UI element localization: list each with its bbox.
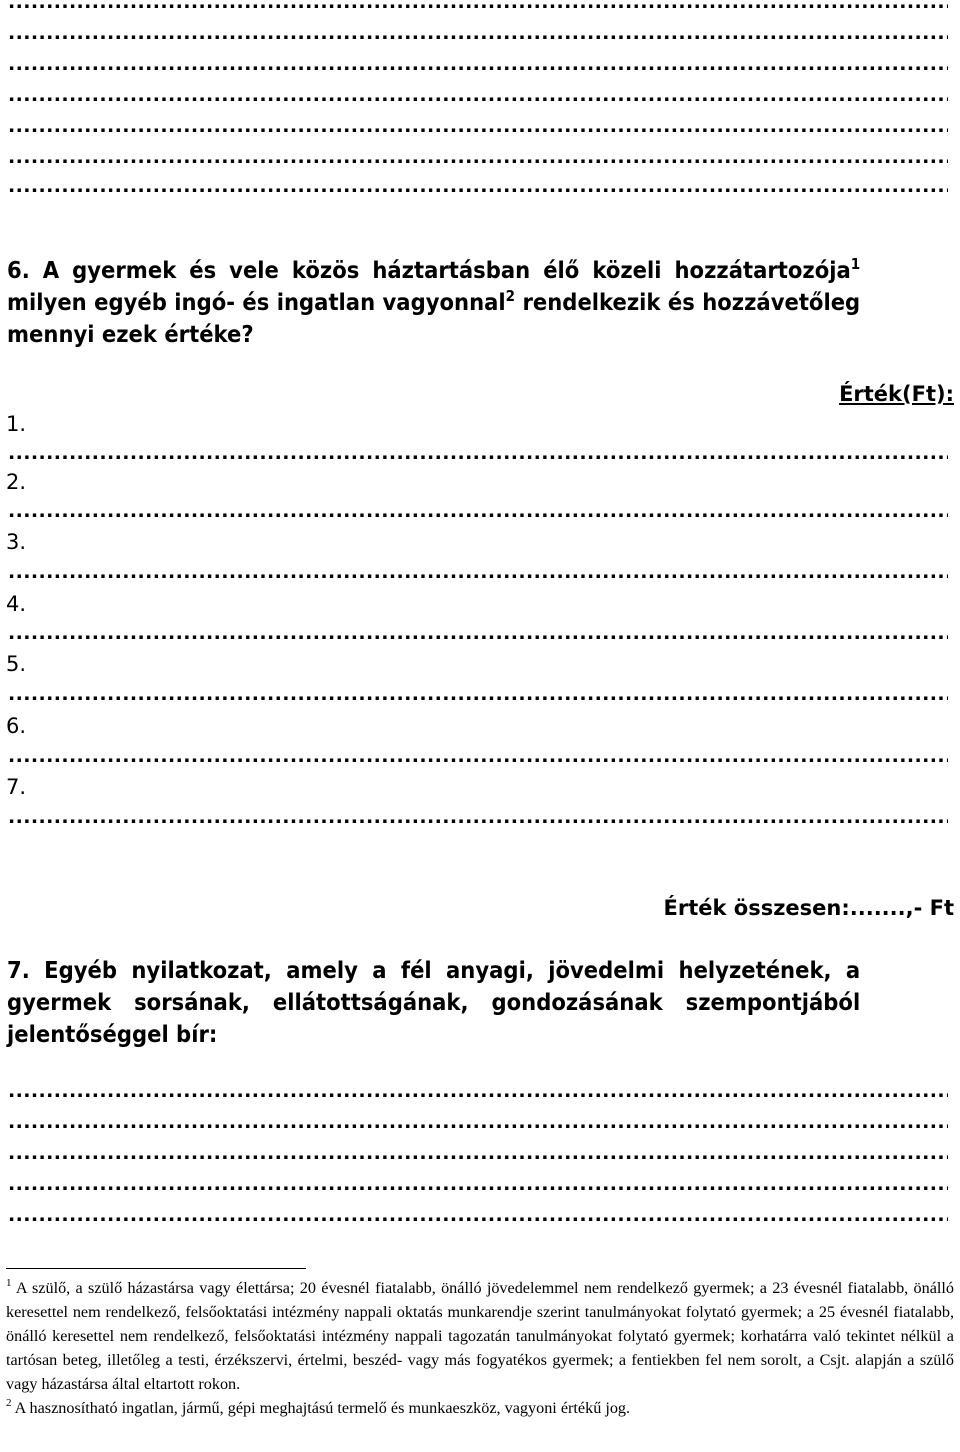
dotted-fill-line: [8, 147, 948, 167]
section-6-heading: 6. A gyermek és vele közös háztartásban élő közeli hozzátartozója$^1$ milyen egyéb ingó- és ingatlan vagyonnal$^2$ rendelkezik és hozzávetőleg mennyi ezek értéke?: [7, 255, 861, 348]
statement-fill-line[interactable]: [8, 1081, 948, 1101]
item-fill-line[interactable]: [8, 562, 948, 582]
section-6-number: 6.: [7, 256, 30, 284]
item-fill-line[interactable]: [8, 501, 948, 521]
footnotes: [6, 1276, 954, 1420]
section-7-heading: 7. Egyéb nyilatkozat, amely a fél anyagi, jövedelmi helyzetének, a gyermek sorsának, ellátottságának, gondozásának szempontjából jelentőséggel bír:: [7, 956, 861, 1048]
item-fill-line[interactable]: [8, 746, 948, 766]
dotted-fill-line: [8, 176, 948, 196]
item-number: 7.: [6, 775, 27, 799]
item-number: 2.: [6, 470, 27, 494]
statement-fill-line[interactable]: [8, 1143, 948, 1163]
item-number: 5.: [6, 652, 27, 676]
section-7-number: 7.: [7, 956, 30, 984]
item-fill-line[interactable]: [8, 623, 948, 643]
dotted-fill-line: [8, 0, 948, 12]
item-number: 1.: [6, 412, 27, 436]
footnote-2: $^2$ A hasznosítható ingatlan, jármű, gépi meghajtású termelő és munkaeszköz, vagyoni értékű jog.: [6, 1397, 631, 1417]
value-column-header: Érték(Ft):: [839, 382, 954, 406]
footnote-separator: [6, 1268, 306, 1269]
dotted-fill-line: [8, 85, 948, 105]
footnote-ref-1: 1: [850, 255, 861, 273]
statement-fill-line[interactable]: [8, 1174, 948, 1194]
item-fill-line[interactable]: [8, 807, 948, 827]
statement-fill-line[interactable]: [8, 1205, 948, 1225]
item-fill-line[interactable]: [8, 684, 948, 704]
item-number: 3.: [6, 530, 27, 554]
total-value: Érték összesen:.......,- Ft: [663, 896, 954, 920]
item-fill-line[interactable]: [8, 443, 948, 463]
dotted-fill-line: [8, 23, 948, 43]
dotted-fill-line: [8, 54, 948, 74]
statement-fill-line[interactable]: [8, 1112, 948, 1132]
dotted-fill-line: [8, 116, 948, 136]
item-number: 4.: [6, 592, 27, 616]
footnote-ref-2: 2: [505, 287, 516, 305]
footnote-1: $^1$ A szülő, a szülő házastársa vagy élettársa; 20 évesnél fiatalabb, önálló jövedelemmel nem rendelkező gyermek; a 23 évesnél fiatalabb, önálló keresettel nem rendelkező, felsőoktatási intézmény nappali oktatás munkarendje szerint tanulmányokat folytató gyermek; a 25 évesnél fiatalabb, önálló keresettel nem rendelkező, felsőoktatási intézmény nappali tagozatán tanulmányokat folytató gyermek; korhatárra való tekintet nélkül a tartósan beteg, illetőleg a testi, érzékszervi, értelmi, beszéd- vagy más fogyatékos gyermek; a fentiekben fel nem sorolt, a Csjt. alapján a szülő vagy házastársa által eltartott rokon.: [6, 1277, 954, 1393]
item-number: 6.: [6, 714, 27, 738]
